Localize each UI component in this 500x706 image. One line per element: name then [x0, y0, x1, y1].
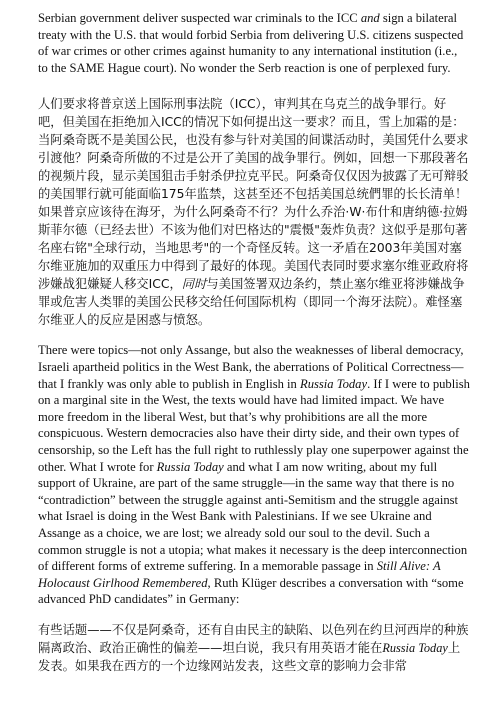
p4-russia-today: Russia Today: [382, 640, 448, 655]
p3-text2: . If I were to publish on a marginal site in the West, the texts would have had limited impact. We have more freedom in the liberal West, but that’s why prohibitions are all the more conspicuous. Western democracies also have their dirty side, and their own types of censorship, so the Left has the full right to ruthlessly play one superpower against the other. What I wrote for: [38, 376, 470, 474]
p2-text1: 人们要求将普京送上国际刑事法院（ICC），审判其在乌克兰的战争罪行。好吧，但美国在拒绝加入ICC的情况下如何提出这一要求？而且，雪上加霜的是：当阿桑奇既不是美国公民，也没有参与针对美国的间谍活动时，美国凭什么要求引渡他？阿桑奇所做的不过是公开了美国的战争罪行。例如，回想一下那段著名的视频片段，显示美国狙击手射杀伊拉克平民。阿桑奇仅仅因为披露了无可辩驳的美国罪行就可能面临175年监禁，这甚至还不包括美国总统們罪的长长清单！如果普京应该待在海牙，为什么阿桑奇不行？为什么乔治·W·布什和唐纳德·拉姆斯菲尔德（已经去世）不该为他们对巴格达的"震慑"轰炸负责？这似乎是那句著名座右铭"全球行动，当地思考"的一个奇怪反转。这一矛盾在2003年美国对塞尔维亚施加的双重压力中得到了最好的体现。美国代表同时要求塞尔维亚政府将涉嫌战犯嫌疑人移交ICC，: [38, 97, 469, 292]
paragraph-english-serbia: [38, 10, 470, 76]
p2-text2: 与美国签署双边条约，禁止塞尔维亚将涉嫌战争罪或危害人类罪的美国公民移交给任何国际机构（即同一个海牙法院）。难怪塞尔维亚人的反应是困惑与愤怒。: [38, 277, 465, 328]
paragraph-chinese-icc: [38, 95, 470, 329]
p1-emphasis-and: and: [360, 11, 380, 25]
p1-text2: sign a bilateral treaty with the U.S. that would forbid Serbia from delivering U.S. citizens suspected of war crimes or other crimes against humanity to any international institution (i.e., to the SAME Hague court). No wonder the Serb reaction is one of perplexed fury.: [38, 11, 464, 75]
p4-text2: 上发表。如果我在西方的一个边缘网站发表，这些文章的影响力会非常: [38, 640, 461, 673]
paragraph-english-topics: [38, 342, 470, 608]
p3-book-title: Still Alive: A Holocaust Girlhood Remembered: [38, 559, 441, 590]
p3-russia-today-1: Russia Today: [300, 376, 368, 391]
p1-text1: Serbian government deliver suspected war criminals to the ICC: [38, 11, 361, 25]
p3-text1: There were topics—not only Assange, but also the weaknesses of liberal democracy, Israeli apartheid politics in the West Bank, the aberrations of Political Correctness—that I frankly was only able to publish in English in: [38, 343, 464, 391]
p3-russia-today-2: Russia Today: [156, 459, 224, 474]
paragraph-chinese-topics: [38, 621, 470, 675]
p3-text4: , Ruth Klüger describes a conversation with “some advanced PhD candidates” in Germany:: [38, 575, 464, 607]
p3-text3: and what I am now writing, about my full support of Ukraine, are part of the same struggle—in the same way that there is no “contradiction” between the struggle against anti-Semitism and the struggle against what Israel is doing in the West Bank with Palestinians. If we see Ukraine and Assange as a choice, we are lost; we already sold our soul to the devil. Such a common struggle is not a utopia; what makes it necessary is the deep interconnection of different forms of extreme suffering. In a memorable passage in: [38, 459, 468, 574]
p2-emphasis: 同时: [181, 277, 207, 292]
p4-text1: 有些话题——不仅是阿桑奇，还有自由民主的缺陷、以色列在约旦河西岸的种族隔离政治、政治正确性的偏差——坦白说，我只有用英语才能在: [38, 622, 469, 655]
document-page: [38, 10, 470, 675]
